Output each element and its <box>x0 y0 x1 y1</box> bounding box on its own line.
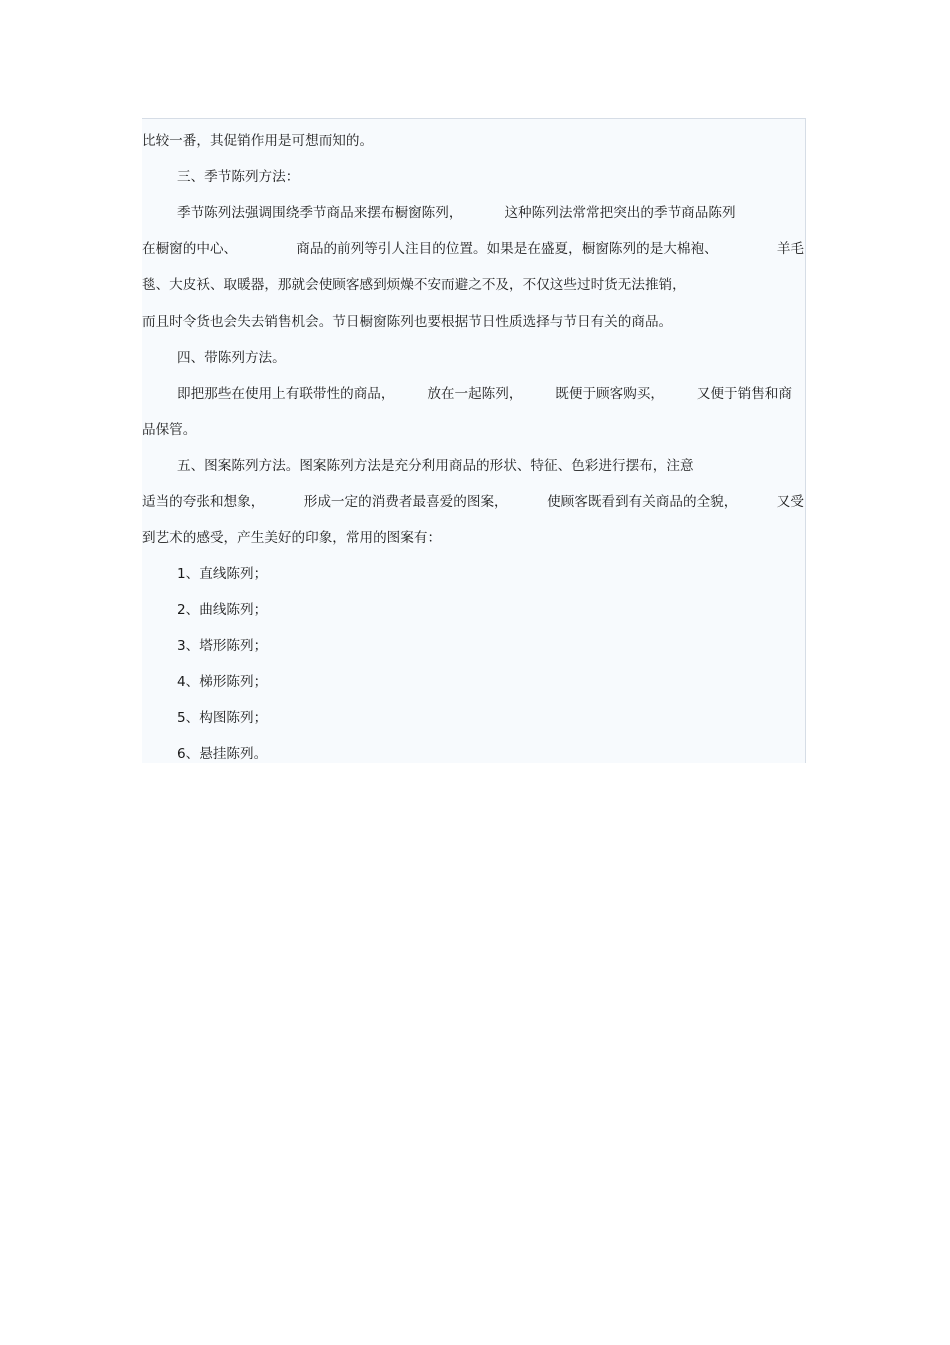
text-segment: 商品的前列等引人注目的位置。如果是在盛夏，橱窗陈列的是大棉袍、 <box>296 241 718 257</box>
list-item: 6、悬挂陈列。 <box>177 746 268 762</box>
list-item: 1、直线陈列； <box>177 566 268 582</box>
paragraph-line: 比较一番，其促销作用是可想而知的。 <box>142 133 374 149</box>
list-item: 5、构图陈列； <box>177 710 268 726</box>
section-heading-related: 四、带陈列方法。 <box>177 350 286 366</box>
text-segment: 又受 <box>776 494 804 510</box>
text-segment: 在橱窗的中心、 <box>142 241 238 257</box>
list-item: 4、梯形陈列； <box>177 674 268 690</box>
list-item: 2、曲线陈列； <box>177 602 268 618</box>
text-segment: 这种陈列法常常把突出的季节商品陈列 <box>504 205 736 221</box>
paragraph-line <box>142 492 804 512</box>
text-segment: 季节陈列法强调围绕季节商品来摆布橱窗陈列， <box>177 205 463 221</box>
paragraph-line: 而且时令货也会失去销售机会。节日橱窗陈列也要根据节日性质选择与节日有关的商品。 <box>142 314 673 330</box>
section-heading-seasonal: 三、季节陈列方法： <box>177 169 300 185</box>
text-segment: 形成一定的消费者最喜爱的图案， <box>303 494 508 510</box>
text-segment: 既便于顾客购买， <box>555 386 665 402</box>
paragraph-line: 毯、大皮袄、取暖器，那就会使顾客感到烦燥不安而避之不及，不仅这些过时货无法推销， <box>142 277 686 293</box>
text-segment: 又便于销售和商 <box>696 386 792 402</box>
text-panel <box>142 118 806 763</box>
paragraph-line <box>142 239 804 259</box>
paragraph-line <box>142 384 804 404</box>
list-item: 3、塔形陈列； <box>177 638 268 654</box>
text-segment: 适当的夸张和想象， <box>142 494 265 510</box>
paragraph-line: 品保管。 <box>142 422 197 438</box>
paragraph-line: 到艺术的感受，产生美好的印象，常用的图案有： <box>142 530 442 546</box>
paragraph-line <box>142 203 804 223</box>
text-segment: 使顾客既看到有关商品的全貌， <box>547 494 738 510</box>
text-segment: 羊毛 <box>776 241 804 257</box>
section-heading-pattern: 五、图案陈列方法。图案陈列方法是充分利用商品的形状、特征、色彩进行摆布，注意 <box>177 458 694 474</box>
text-segment: 即把那些在使用上有联带性的商品， <box>177 386 395 402</box>
text-segment: 放在一起陈列， <box>427 386 523 402</box>
